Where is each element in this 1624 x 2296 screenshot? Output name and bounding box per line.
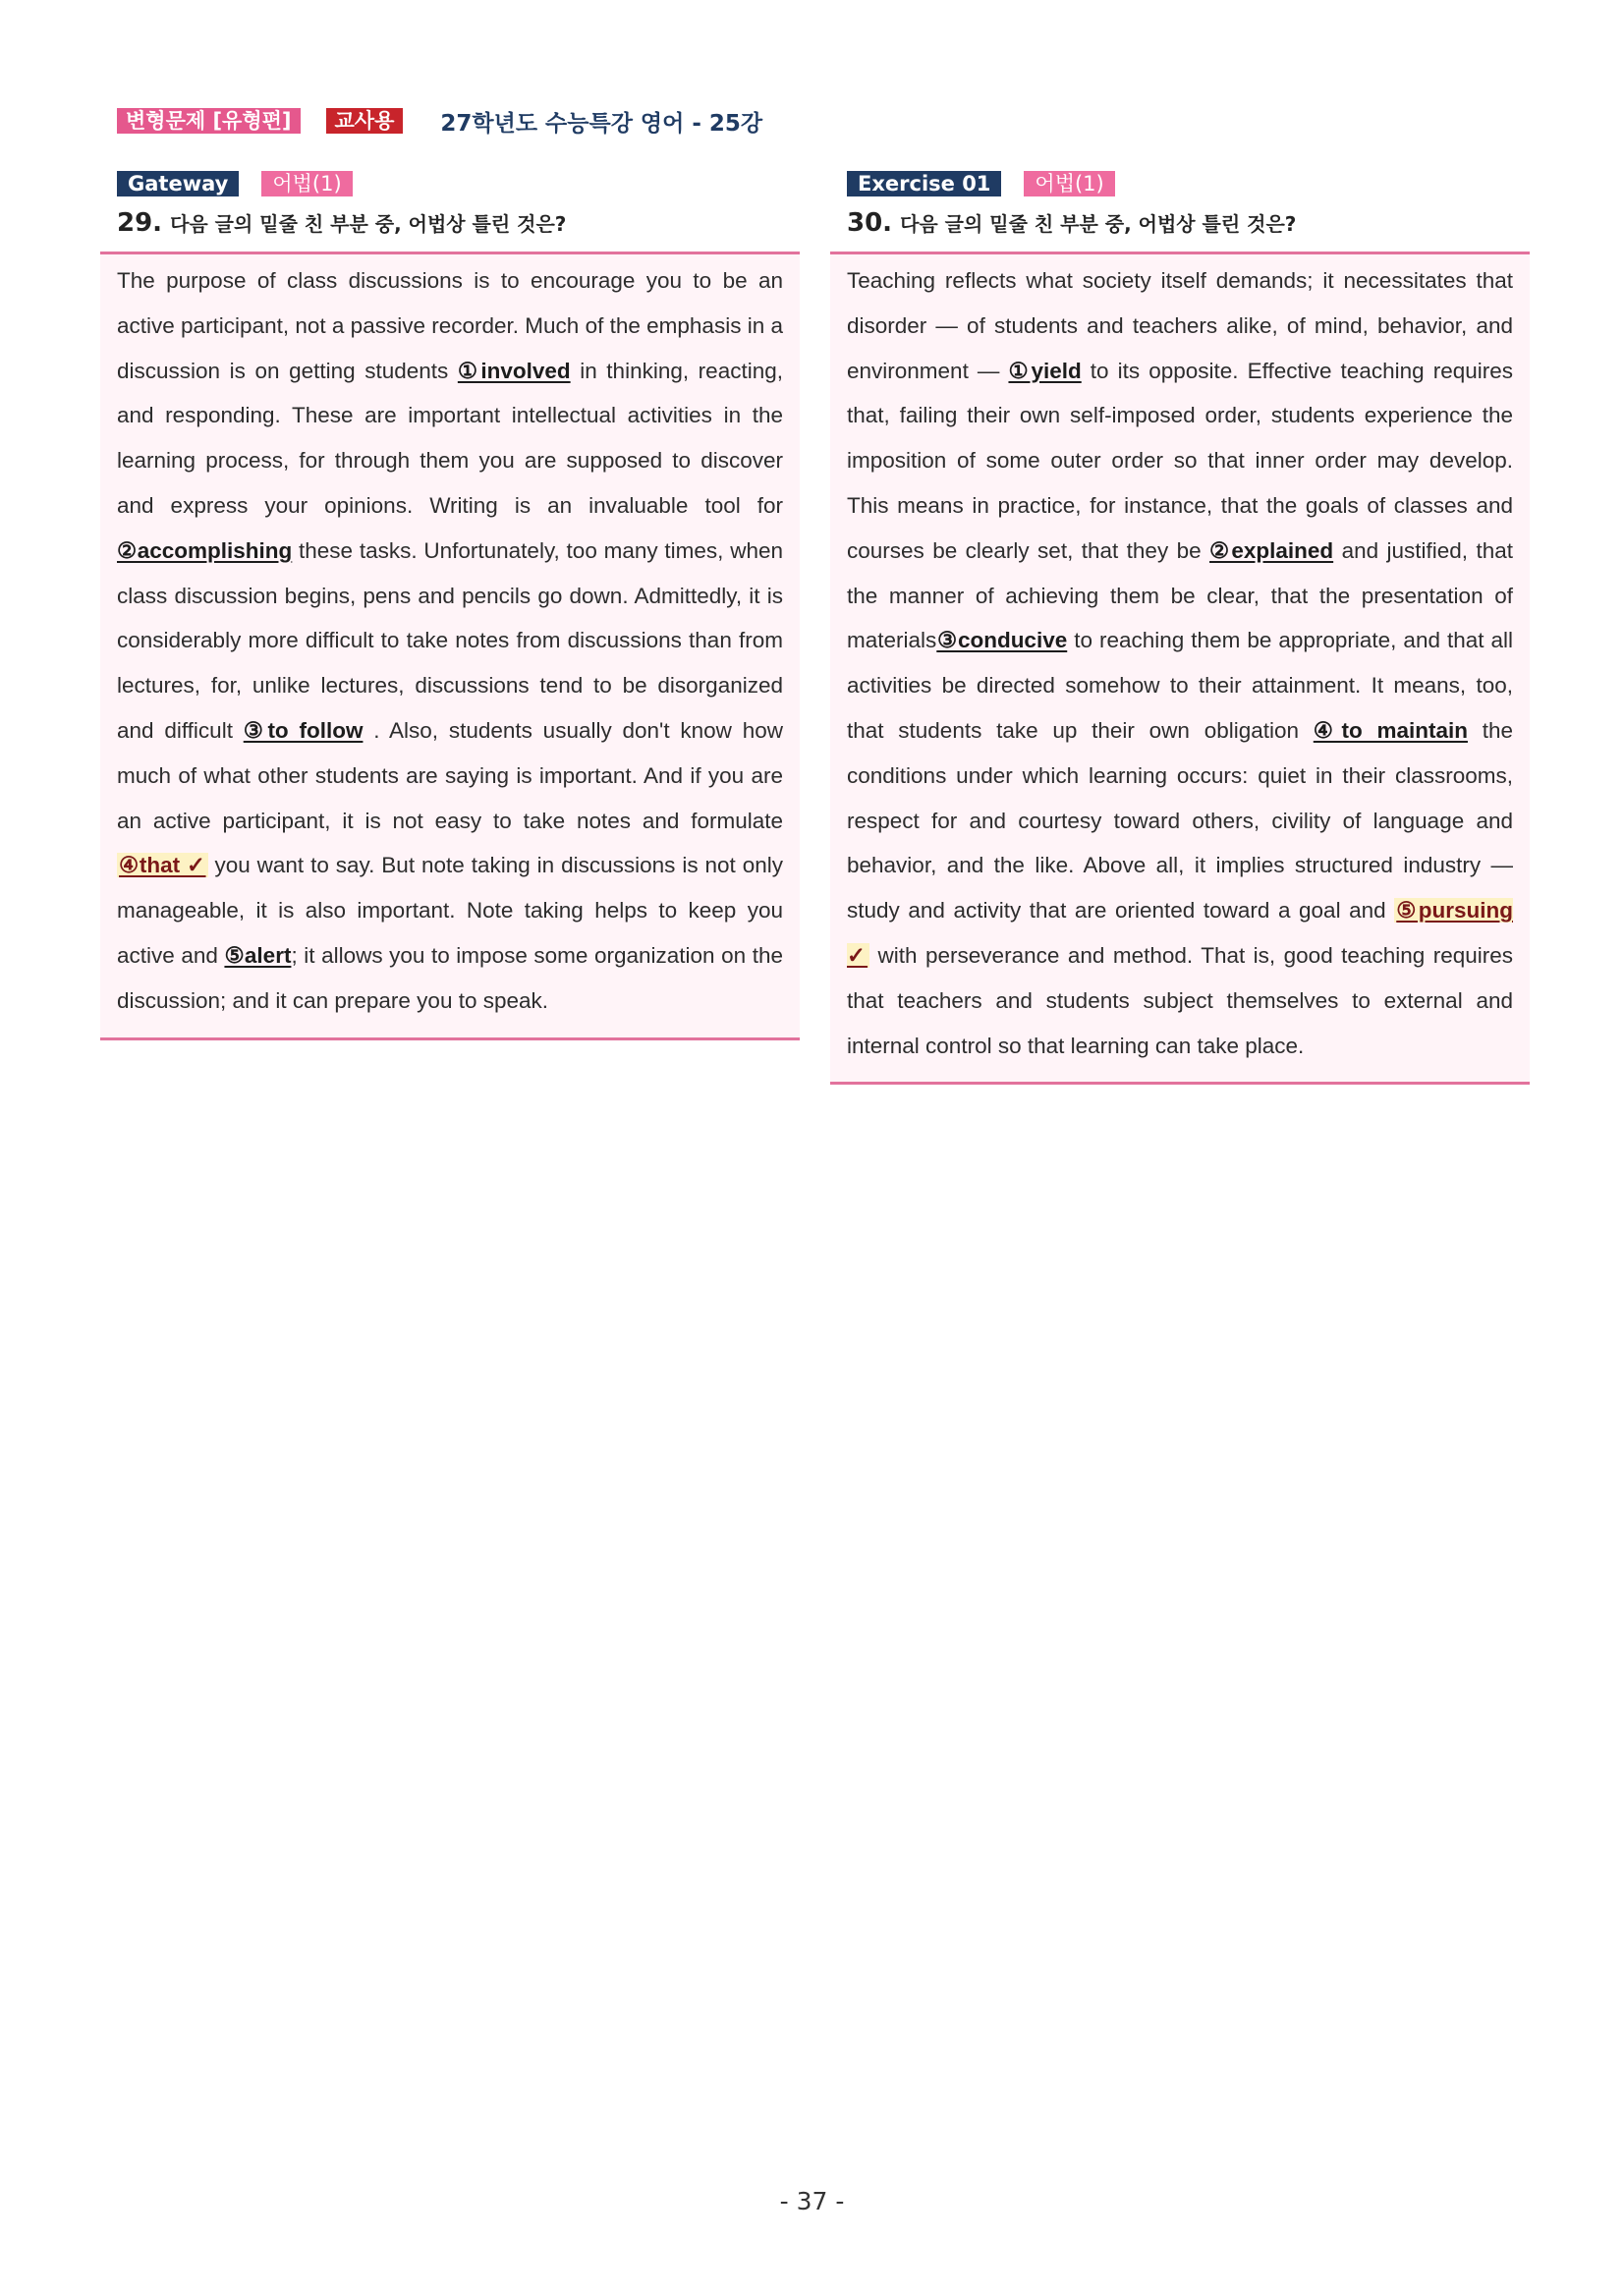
category-tag: 변형문제 [유형편] — [117, 108, 301, 134]
underlined-choice: ②explained — [1209, 537, 1334, 563]
passage-segment: The purpose of class discussions is to encourage you to be an active participant, not a passive recorder. Much of the emphasis in a discussion is on getting students — [117, 268, 783, 383]
passage-segment: Teaching reflects what society itself demands; it necessitates that disorder — of students and teachers alike, of mind, behavior, and environment — — [847, 268, 1513, 383]
passage-segment: the conditions under which learning occurs: quiet in their classrooms, respect for and courtesy toward others, civility of language and behavior, and the like. Above all, it implies structured industry — study and activity that are oriented toward a goal and — [847, 717, 1513, 924]
passage-segment: and justified, that the manner of achieving them be clear, that the presentation of materials — [847, 537, 1513, 653]
section-label: Gateway — [117, 171, 239, 196]
passage-text — [117, 258, 783, 1024]
question-30-column — [830, 171, 1530, 1085]
question-30-labels — [830, 171, 1530, 196]
teacher-tag: 교사용 — [326, 108, 404, 134]
underlined-choice: ②accomplishing — [117, 537, 293, 563]
question-number: 30. — [847, 208, 893, 238]
passage-text — [847, 258, 1513, 1068]
type-label: 어법(1) — [1024, 171, 1114, 196]
page-number: - 37 - — [779, 2187, 845, 2215]
passage-segment: these tasks. Unfortunately, too many times, when class discussion begins, pens and pencils go down. Admittedly, it is considerably more difficult to take notes from discussions than from lectures, for, unlike lectures, discussions tend to be disorganized and difficult — [117, 537, 783, 743]
underlined-choice: ①involved — [457, 358, 571, 383]
question-29-labels — [100, 171, 800, 196]
underlined-choice: ⑤alert — [224, 942, 292, 968]
answer-choice: ⑤pursuing ✓ — [847, 898, 1513, 968]
question-text: 다음 글의 밑줄 친 부분 중, 어법상 틀린 것은? — [170, 212, 567, 236]
page-title: 27학년도 수능특강 영어 - 25강 — [440, 110, 763, 137]
page-header — [117, 106, 762, 136]
passage-segment: ; it allows you to impose some organization on the discussion; and it can prepare you to speak. — [117, 942, 783, 1013]
passage-segment: with perseverance and method. That is, good teaching requires that teachers and students subject themselves to external and internal control so that learning can take place. — [847, 942, 1513, 1058]
type-label: 어법(1) — [261, 171, 352, 196]
underlined-choice: ④to maintain — [1313, 717, 1468, 743]
question-number: 29. — [117, 208, 163, 238]
question-30-heading — [830, 208, 1530, 238]
section-label: Exercise 01 — [847, 171, 1001, 196]
passage-segment: . Also, students usually don't know how much of what other students are saying is important. And if you are an active participant, it is not easy to take notes and formulate — [117, 717, 783, 833]
passage-segment: you want to say. But note taking in discussions is not only manageable, it is also important. Note taking helps to keep you active and — [117, 853, 783, 968]
passage-box — [100, 252, 800, 1040]
question-29-column — [100, 171, 800, 1040]
passage-box — [830, 252, 1530, 1085]
question-text: 다음 글의 밑줄 친 부분 중, 어법상 틀린 것은? — [900, 212, 1297, 236]
passage-segment: to its opposite. Effective teaching requires that, failing their own self-imposed order, students experience the imposition of some outer order so that inner order may develop. This means in practice, for instance, that the goals of classes and courses be clearly set, that they be — [847, 358, 1513, 563]
answer-choice: ④that ✓ — [119, 853, 206, 878]
passage-segment: in thinking, reacting, and responding. These are important intellectual activities in the learning process, for through them you are supposed to discover and express your opinions. Writing is an invaluable tool for — [117, 358, 783, 518]
passage-segment: to reaching them be appropriate, and that all activities be directed somehow to their attainment. It means, too, that students take up their own obligation — [847, 628, 1514, 743]
question-29-heading — [100, 208, 800, 238]
underlined-choice: ①yield — [1008, 358, 1082, 383]
underlined-choice: ③conducive — [936, 628, 1068, 653]
underlined-choice: ③to follow — [243, 717, 364, 743]
